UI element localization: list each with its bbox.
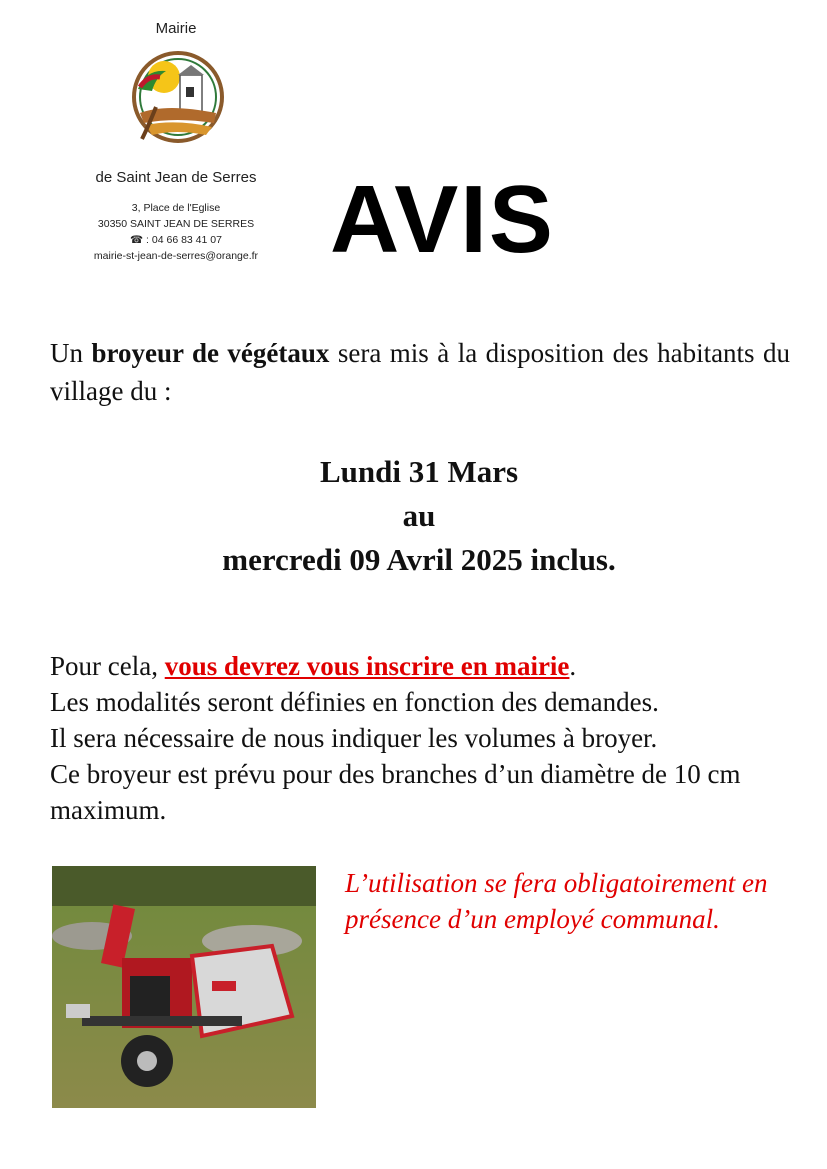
- start-date: Lundi 31 Mars: [319, 454, 519, 489]
- date-range: [0, 450, 827, 582]
- intro-end: sera mis à la disposition des habitants du village du :: [50, 338, 791, 406]
- modalities-line: Les modalités seront définies en fonction des demandes.: [50, 687, 659, 717]
- mairie-label: Mairie: [155, 20, 197, 37]
- phone-icon: ☎: [130, 234, 144, 246]
- commune-name: de Saint Jean de Serres: [95, 169, 257, 186]
- date-separator: au: [402, 498, 436, 533]
- address-street: 3, Place de l'Eglise: [131, 202, 221, 214]
- volumes-line: Il sera nécessaire de nous indiquer les volumes à broyer.: [50, 723, 658, 753]
- phone-line: [60, 232, 292, 248]
- details-block: [50, 648, 810, 828]
- wood-chipper-photo: [52, 866, 316, 1108]
- registration-suffix: .: [569, 651, 577, 681]
- email-address[interactable]: mairie-st-jean-de-serres@orange.fr: [93, 250, 259, 262]
- diameter-line: Ce broyeur est prévu pour des branches d’un diamètre de 10 cm maximum.: [50, 759, 741, 825]
- phone-number: : 04 66 83 41 07: [146, 234, 222, 246]
- intro-bold: broyeur de végétaux: [91, 338, 330, 368]
- registration-prefix: Pour cela,: [50, 651, 165, 681]
- intro-start: Un: [50, 338, 92, 368]
- registration-line: [50, 648, 810, 684]
- intro-paragraph: [50, 334, 790, 410]
- registration-link: vous devrez vous inscrire en mairie: [164, 651, 570, 681]
- page-title: AVIS: [330, 166, 555, 273]
- mairie-header: [60, 14, 292, 264]
- address-city: 30350 SAINT JEAN DE SERRES: [97, 218, 255, 230]
- staff-presence-note: L’utilisation se fera obligatoirement en présence d’un employé communal.: [345, 868, 768, 934]
- address-block: [60, 200, 292, 264]
- mairie-logo-icon: [126, 47, 226, 147]
- end-date: mercredi 09 Avril 2025 inclus.: [222, 542, 616, 577]
